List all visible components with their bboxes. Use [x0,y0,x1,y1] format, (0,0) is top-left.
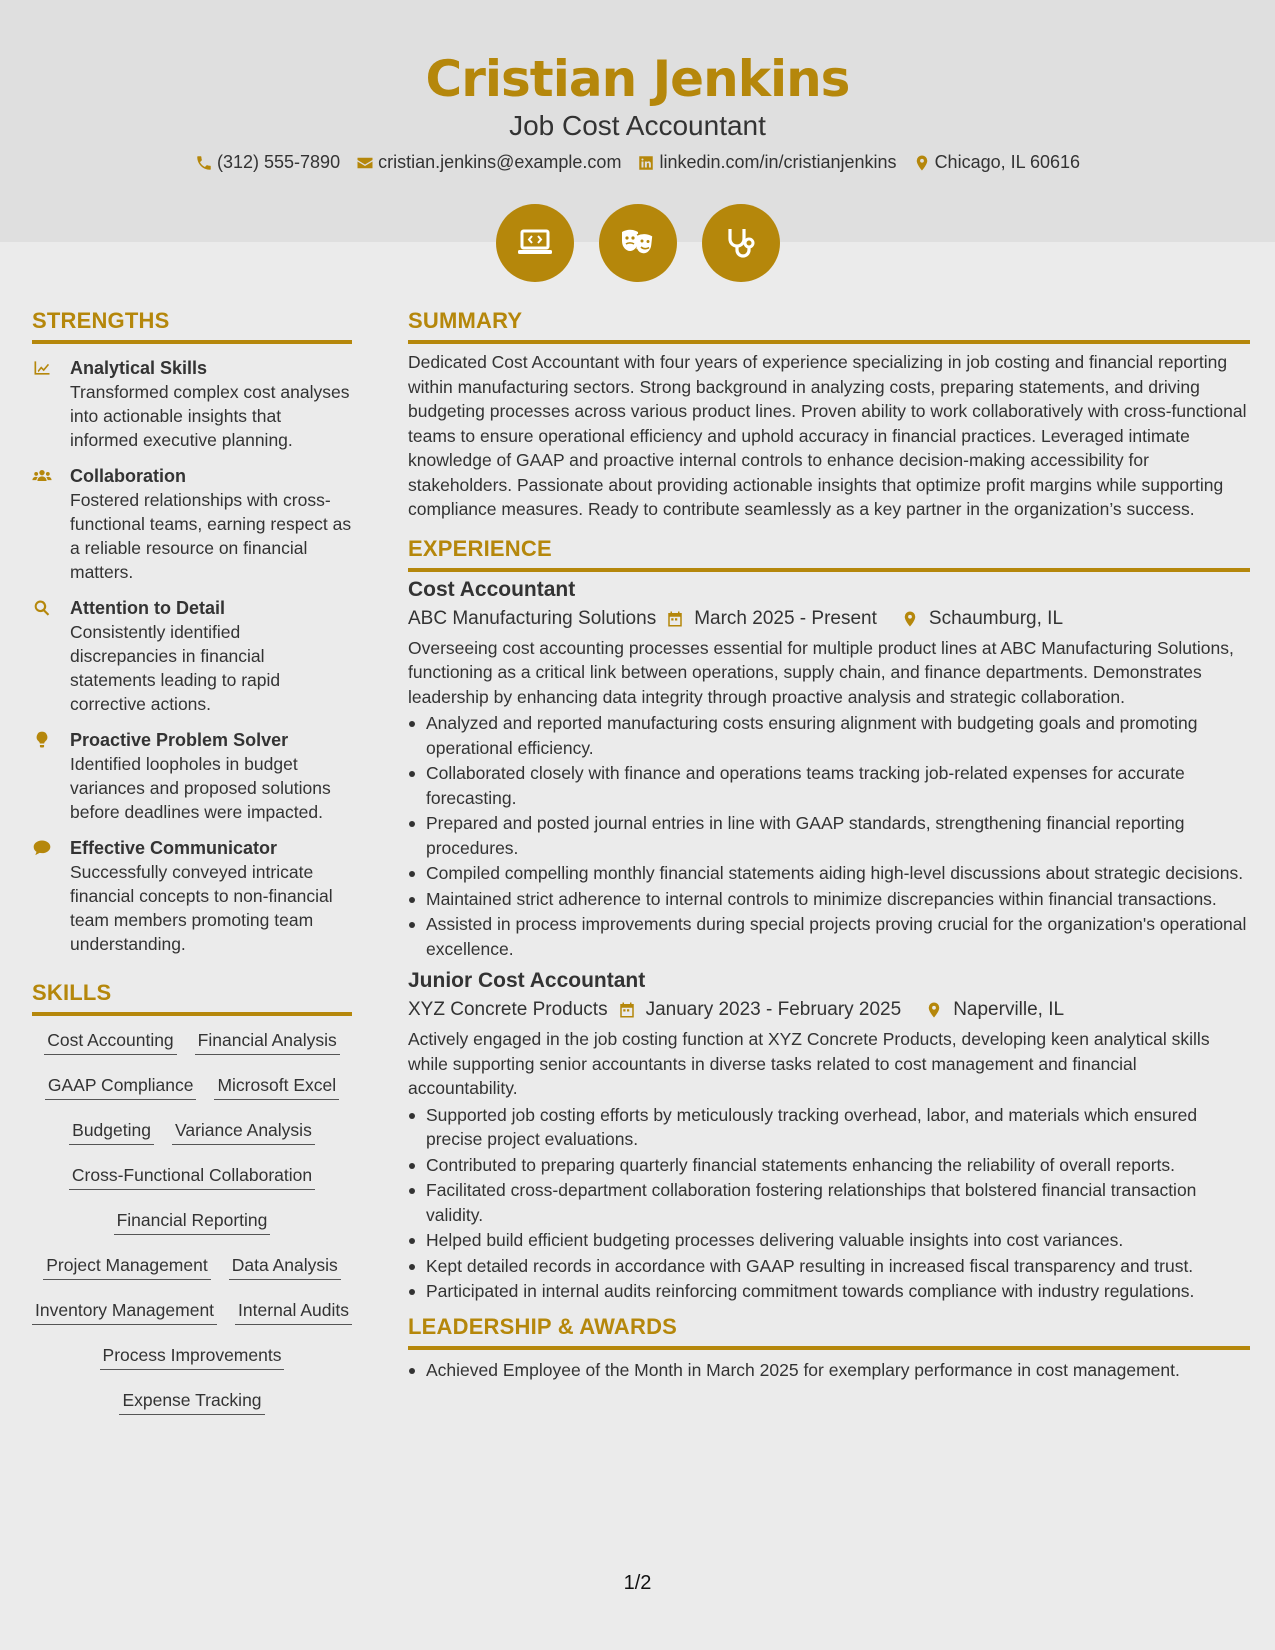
strength-name: Analytical Skills [70,358,208,378]
job-entry [408,578,1250,962]
job-location: Schaumburg, IL [928,607,1064,629]
phone-icon [195,154,213,172]
job-bullet: Prepared and posted journal entries in line with GAAP standards, strengthening financial reporting procedures. [408,811,1250,860]
theater-masks-badge [599,204,677,282]
skill-tag: Financial Analysis [195,1028,340,1055]
strength-name: Proactive Problem Solver [70,730,289,750]
strength-item [32,356,352,452]
stethoscope-icon [721,223,761,263]
envelope-icon [356,154,374,172]
strength-name: Effective Communicator [70,838,278,858]
skill-tag: Microsoft Excel [214,1073,339,1100]
job-bullet: Facilitated cross-department collaboration fostering relationships that bolstered financial transaction validity. [408,1178,1250,1227]
job-entry [408,969,1250,1304]
job-bullet: Participated in internal audits reinforcing commitment towards compliance with industry regulations. [408,1279,1250,1304]
leadership-bullet: Achieved Employee of the Month in March 2025 for exemplary performance in cost management. [408,1358,1250,1383]
job-meta [408,999,1250,1021]
job-dates: January 2023 - February 2025 [645,999,902,1020]
job-role: Junior Cost Accountant [408,969,646,992]
job-bullets [408,711,1250,961]
contact-linkedin[interactable] [637,152,896,173]
job-bullet: Kept detailed records in accordance with GAAP resulting in increased fiscal transparency and trust. [408,1254,1250,1279]
phone-text: (312) 555-7890 [216,152,341,172]
skills-heading: SKILLS [32,980,352,1016]
interest-badges [0,204,1275,282]
lightbulb-icon [32,730,52,750]
strength-desc: Transformed complex cost analyses into actionable insights that informed executive planning. [70,382,350,450]
skills-list [32,1028,352,1415]
skill-tag: Data Analysis [229,1253,341,1280]
skill-tag: Internal Audits [235,1298,352,1325]
left-column [32,308,352,1415]
job-company: ABC Manufacturing Solutions [408,607,657,629]
strength-item [32,464,352,584]
job-company: XYZ Concrete Products [408,999,608,1020]
calendar-icon [666,610,684,628]
map-marker-icon [913,154,931,172]
map-marker-icon [925,1001,943,1019]
job-dates: March 2025 - Present [694,607,877,629]
skill-tag: Variance Analysis [172,1118,315,1145]
right-column [408,308,1250,1383]
stethoscope-badge [702,204,780,282]
job-bullet: Supported job costing efforts by meticulously tracking overhead, labor, and materials which ensured precise project evaluations. [408,1103,1250,1152]
skill-tag: Financial Reporting [114,1208,271,1235]
job-bullet: Contributed to preparing quarterly financial statements enhancing the reliability of overall reports. [408,1153,1250,1178]
job-meta [408,608,1250,630]
job-bullet: Maintained strict adherence to internal controls to minimize discrepancies within financial transactions. [408,887,1250,912]
strength-desc: Consistently identified discrepancies in financial statements leading to rapid corrective actions. [70,622,281,714]
skill-tag: Cross-Functional Collaboration [69,1163,315,1190]
job-bullet: Assisted in process improvements during special projects proving crucial for the organization's operational excellence. [408,912,1250,961]
email-text: cristian.jenkins@example.com [378,152,622,172]
linkedin-icon [637,154,655,172]
contact-bar [0,152,1275,173]
leadership-heading: LEADERSHIP & AWARDS [408,1314,1250,1350]
job-bullet: Collaborated closely with finance and operations teams tracking job-related expenses for accurate forecasting. [408,761,1250,810]
chart-line-icon [32,358,52,378]
skill-tag: Process Improvements [100,1343,285,1370]
strength-item [32,596,352,716]
job-bullet: Helped build efficient budgeting processes delivering valuable insights into cost variances. [408,1228,1250,1253]
strength-name: Attention to Detail [70,598,225,618]
summary-text: Dedicated Cost Accountant with four years of experience specializing in job costing and financial reporting within manufacturing sectors. Strong background in analyzing costs, preparing statements, and driving budgeting processes across various product lines. Proven ability to work collaboratively with cross-functional teams to ensure operational efficiency and uphold accuracy in financial practices. Leveraged intimate knowledge of GAAP and proactive internal controls to enhance decision-making accessibility for stakeholders. Passionate about providing actionable insights that optimize profit margins while supporting compliance measures. Ready to contribute seamlessly as a key partner in the organization’s success. [408,352,1247,519]
location-text: Chicago, IL 60616 [934,152,1081,172]
experience-heading: EXPERIENCE [408,536,1250,572]
strength-item [32,836,352,956]
page-number: 1/2 [623,1572,652,1594]
job-location: Naperville, IL [953,999,1065,1020]
skill-tag: Project Management [43,1253,210,1280]
skill-tag: GAAP Compliance [45,1073,197,1100]
leadership-bullets [408,1358,1250,1383]
calendar-icon [618,1001,636,1019]
search-icon [32,598,52,618]
map-marker-icon [901,610,919,628]
job-bullet: Compiled compelling monthly financial statements aiding high-level discussions about strategic decisions. [408,861,1250,886]
contact-phone[interactable] [195,152,340,173]
laptop-code-badge [496,204,574,282]
laptop-code-icon [515,223,555,263]
job-role: Cost Accountant [408,577,576,601]
job-description: Overseeing cost accounting processes essential for multiple product lines at ABC Manufacturing Solutions, functioning as a critical link between operations, supply chain, and finance departments. Demonstrates leadership by enhancing data integrity through proactive analysis and strategic collaboration. [408,637,1234,707]
strength-desc: Fostered relationships with cross-functional teams, earning respect as a reliable resource on financial matters. [70,490,352,582]
summary-heading: SUMMARY [408,308,1250,344]
skill-tag: Budgeting [69,1118,154,1145]
job-bullets [408,1103,1250,1304]
theater-masks-icon [618,223,658,263]
strength-desc: Identified loopholes in budget variances and proposed solutions before deadlines were impacted. [70,754,331,822]
contact-email[interactable] [356,152,621,173]
comment-icon [32,838,52,858]
strength-desc: Successfully conveyed intricate financial concepts to non-financial team members promoting team understanding. [70,862,333,954]
skill-tag: Inventory Management [32,1298,217,1325]
strength-item [32,728,352,824]
job-bullet: Analyzed and reported manufacturing costs ensuring alignment with budgeting goals and promoting operational efficiency. [408,711,1250,760]
contact-location [913,152,1080,173]
skill-tag: Cost Accounting [44,1028,176,1055]
strengths-heading: STRENGTHS [32,308,352,344]
linkedin-text: linkedin.com/in/cristianjenkins [659,152,897,172]
skill-tag: Expense Tracking [119,1388,264,1415]
users-icon [32,466,52,486]
candidate-name: Cristian Jenkins [425,50,850,108]
job-title: Job Cost Accountant [509,110,766,141]
job-description: Actively engaged in the job costing function at XYZ Concrete Products, developing keen analytical skills while supporting senior accountants in diverse tasks related to cost management and financial accountability. [408,1029,1210,1098]
strength-name: Collaboration [70,466,186,486]
